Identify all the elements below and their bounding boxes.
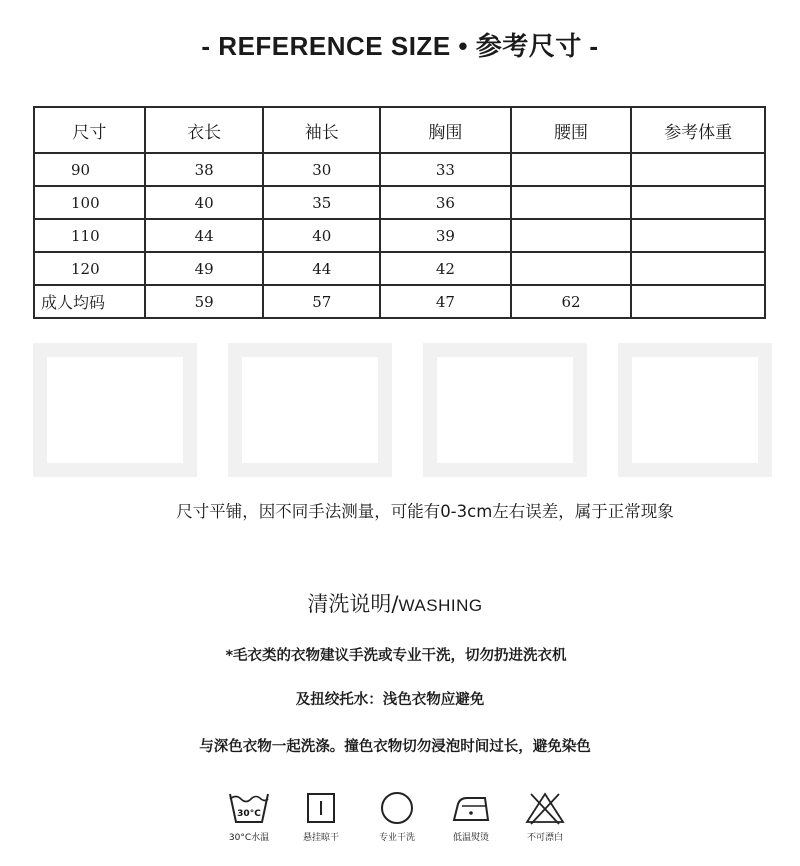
care-label: 悬挂晾干 <box>302 833 339 843</box>
table-row <box>34 186 765 219</box>
measurement-note: 尺寸平铺，因不同手法测量，可能有0-3cm左右误差，属于正常现象 <box>176 502 674 521</box>
wash-temp-badge: 30°C <box>237 809 261 819</box>
size-table <box>33 106 766 319</box>
header-size: 尺寸 <box>34 107 145 153</box>
iron-low-icon <box>449 790 493 826</box>
table-header-row <box>34 107 765 153</box>
cell-weight <box>631 285 765 318</box>
cell-sleeve: 35 <box>263 186 380 219</box>
wash-30-icon <box>227 790 271 826</box>
cell-length: 49 <box>145 252 264 285</box>
washing-title <box>0 588 790 618</box>
care-label: 不可漂白 <box>526 833 563 843</box>
cell-chest: 47 <box>380 285 511 318</box>
cell-size: 成人均码 <box>34 285 145 318</box>
washing-line-2: 及扭绞托水：浅色衣物应避免 <box>295 692 485 708</box>
cell-weight <box>631 252 765 285</box>
cell-waist <box>511 186 632 219</box>
header-sleeve: 袖长 <box>263 107 380 153</box>
cell-weight <box>631 186 765 219</box>
table-row <box>34 219 765 252</box>
washing-title-cn: 清洗说明/ <box>307 592 399 616</box>
faint-watermark <box>20 330 780 490</box>
care-icons <box>0 790 800 860</box>
hang-dry-icon <box>299 790 343 826</box>
washing-title-en: WASHING <box>398 596 483 615</box>
cell-length: 59 <box>145 285 264 318</box>
cell-waist: 62 <box>511 285 632 318</box>
cell-weight <box>631 219 765 252</box>
cell-chest: 42 <box>380 252 511 285</box>
washing-line-1: *毛衣类的衣物建议手洗或专业干洗，切勿扔进洗衣机 <box>225 648 567 664</box>
header-weight: 参考体重 <box>631 107 765 153</box>
header-waist: 腰围 <box>511 107 632 153</box>
care-label: 专业干洗 <box>378 833 415 843</box>
cell-weight <box>631 153 765 186</box>
cell-chest: 39 <box>380 219 511 252</box>
cell-size: 100 <box>34 186 145 219</box>
dry-clean-icon <box>375 790 419 826</box>
cell-size: 110 <box>34 219 145 252</box>
cell-length: 38 <box>145 153 264 186</box>
header-chest: 胸围 <box>380 107 511 153</box>
cell-waist <box>511 252 632 285</box>
cell-length: 40 <box>145 186 264 219</box>
care-item <box>500 790 590 843</box>
header-length: 衣长 <box>145 107 264 153</box>
cell-chest: 36 <box>380 186 511 219</box>
cell-size: 90 <box>34 153 145 186</box>
table-row <box>34 153 765 186</box>
cell-waist <box>511 153 632 186</box>
no-bleach-icon <box>523 790 567 826</box>
cell-sleeve: 40 <box>263 219 380 252</box>
cell-size: 120 <box>34 252 145 285</box>
care-label: 30°C水温 <box>228 833 270 843</box>
washing-line-3: 与深色衣物一起洗涤。撞色衣物切勿浸泡时间过长，避免染色 <box>199 739 591 755</box>
cell-sleeve: 57 <box>263 285 380 318</box>
cell-sleeve: 44 <box>263 252 380 285</box>
cell-length: 44 <box>145 219 264 252</box>
care-label: 低温熨烫 <box>452 833 489 843</box>
cell-waist <box>511 219 632 252</box>
cell-chest: 33 <box>380 153 511 186</box>
page-title: - REFERENCE SIZE • 参考尺寸 - <box>201 31 599 61</box>
cell-sleeve: 30 <box>263 153 380 186</box>
table-row <box>34 252 765 285</box>
table-row <box>34 285 765 318</box>
